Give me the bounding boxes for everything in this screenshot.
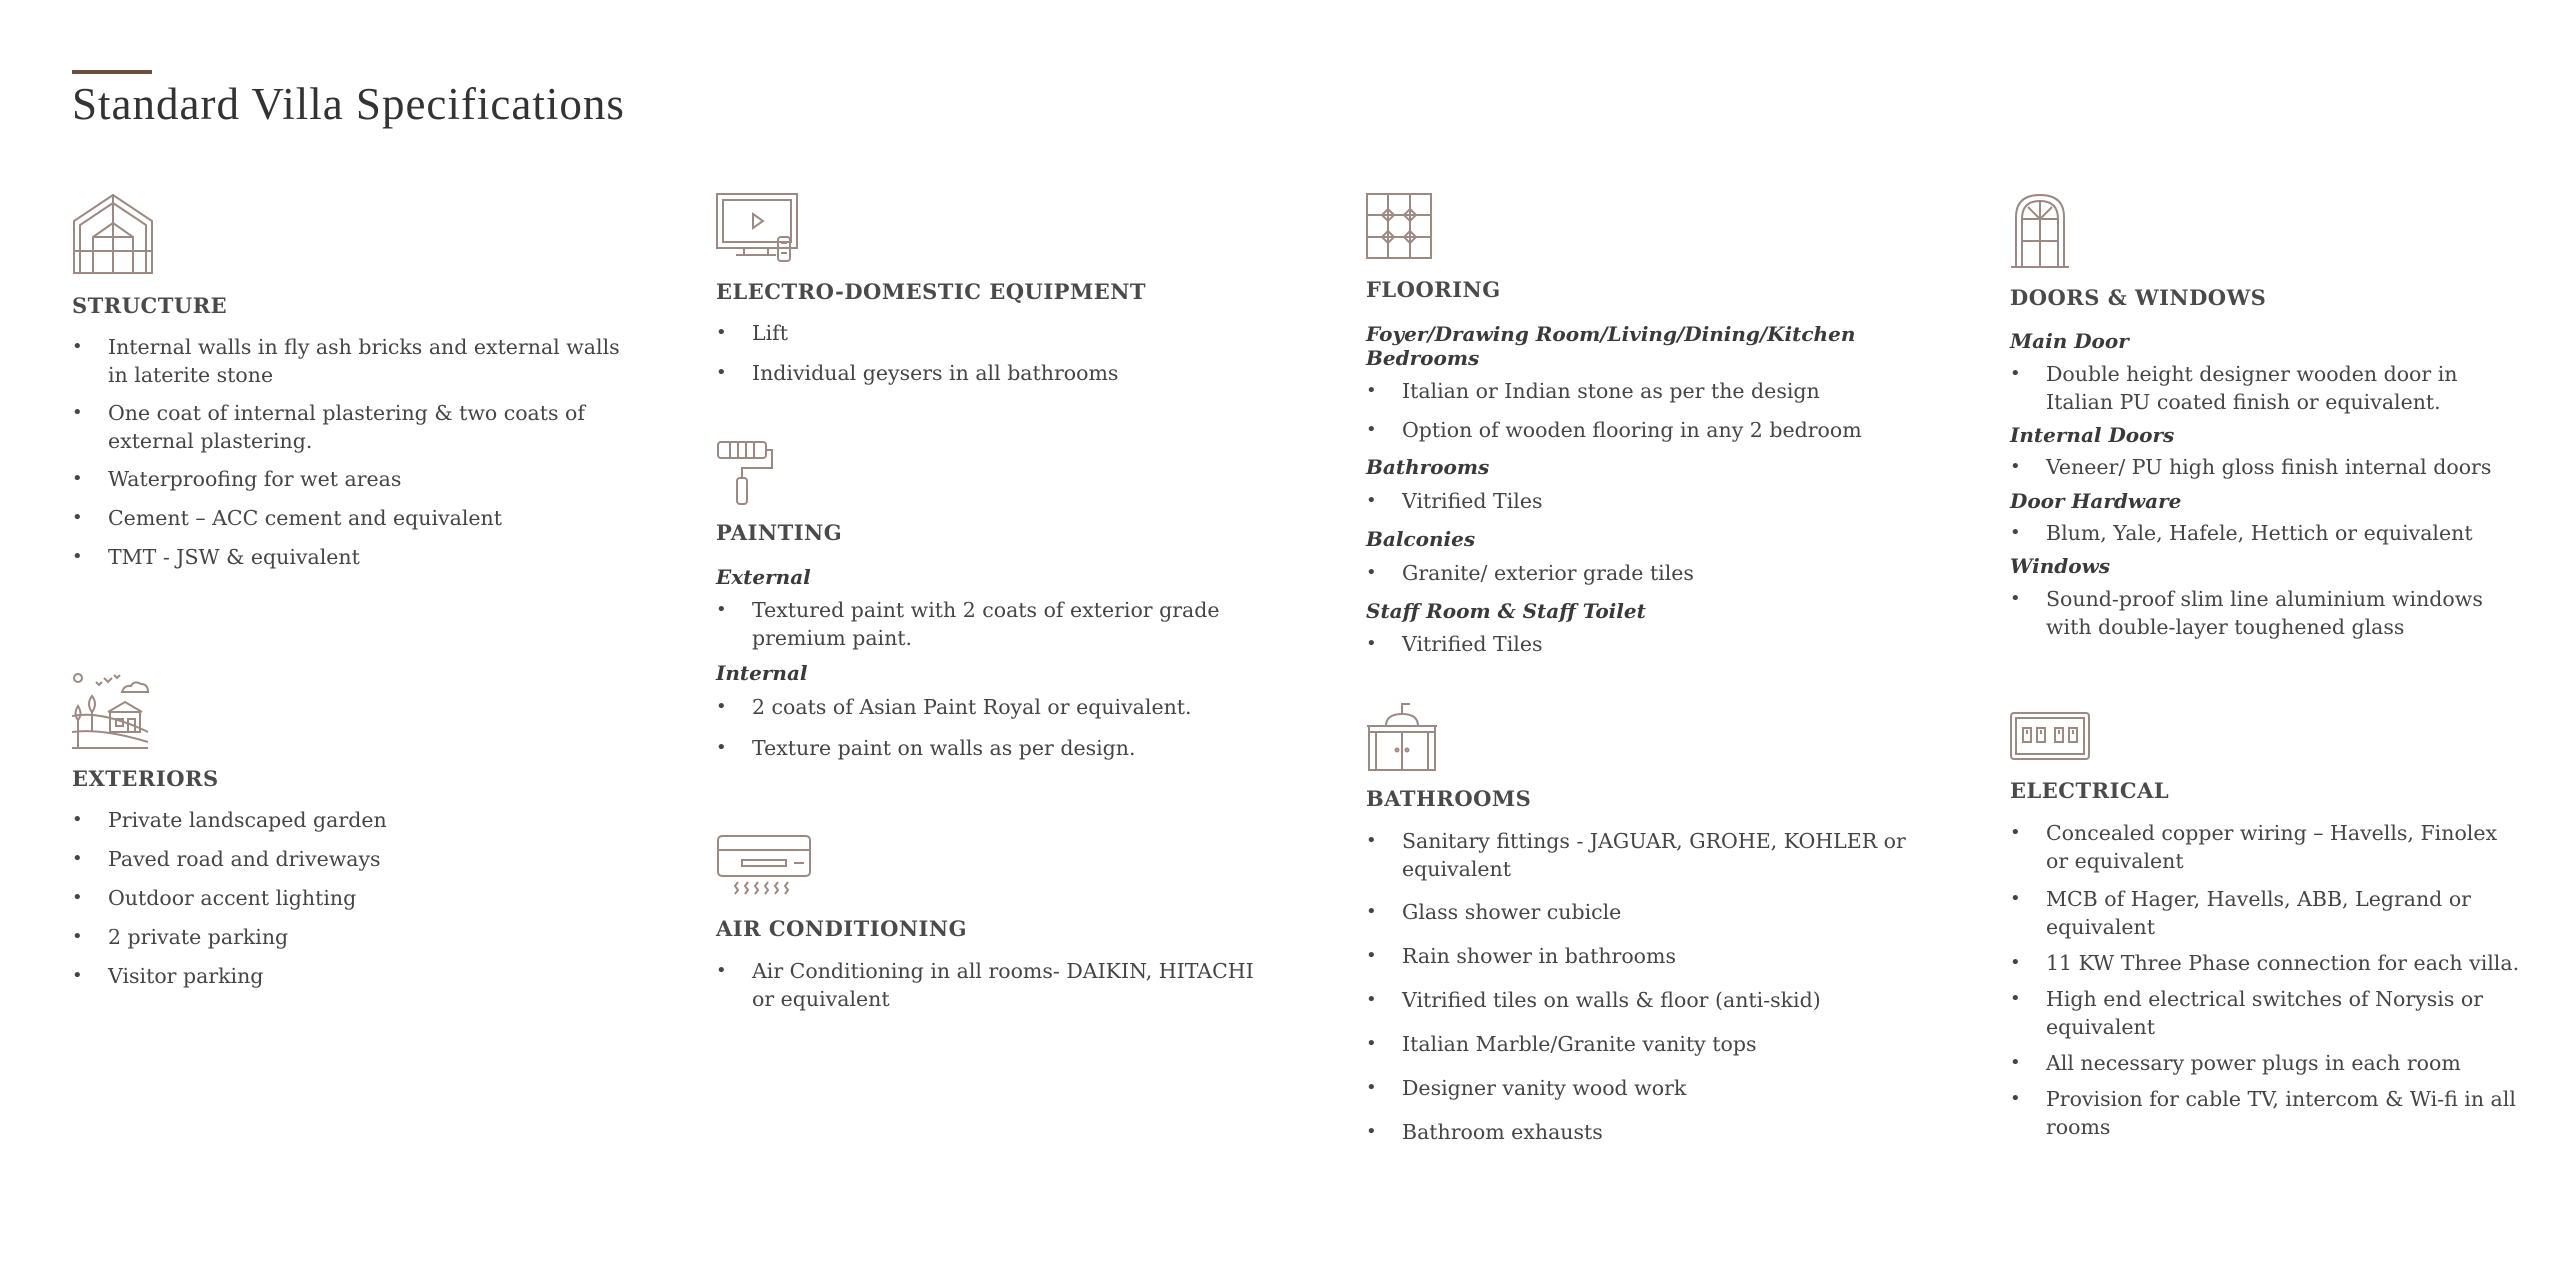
- flooring-foyer-label: Foyer/Drawing Room/Living/Dining/Kitchen Bedrooms: [1366, 322, 1856, 370]
- list-item: • Double height designer wooden door in Italian PU coated finish or equivalent.: [2010, 360, 2520, 416]
- list-item: • Sound-proof slim line aluminium windows with double-layer toughened glass: [2010, 585, 2520, 641]
- doors-title: DOORS & WINDOWS: [2010, 285, 2267, 310]
- floor-tile-icon: [1366, 193, 1926, 259]
- list-item: • Vitrified Tiles: [1366, 630, 1926, 658]
- structure-section: [72, 193, 632, 571]
- list-item: • MCB of Hager, Havells, ABB, Legrand or equivalent: [2010, 885, 2520, 941]
- flooring-foyer-list: [1366, 377, 1926, 444]
- list-item: • Rain shower in bathrooms: [1366, 942, 1926, 970]
- house-frame-icon: [72, 193, 632, 275]
- electrical-list: [2010, 819, 2520, 1141]
- structure-title: STRUCTURE: [72, 293, 228, 318]
- list-item: • Veneer/ PU high gloss finish internal doors: [2010, 453, 2520, 481]
- electro-list: [716, 319, 1276, 387]
- landscape-icon: [72, 672, 632, 750]
- flooring-section: [1366, 193, 1926, 658]
- list-item: • Vitrified tiles on walls & floor (anti-skid): [1366, 986, 1926, 1014]
- structure-list: [72, 333, 632, 571]
- painting-internal-list: [716, 693, 1276, 762]
- title-accent-bar: [72, 70, 152, 74]
- flooring-bathrooms-list: [1366, 487, 1926, 515]
- list-item: • 2 coats of Asian Paint Royal or equivalent.: [716, 693, 1276, 721]
- list-item: • Bathroom exhausts: [1366, 1118, 1926, 1146]
- switchboard-icon: [2010, 712, 2520, 762]
- air-list: [716, 957, 1276, 1013]
- list-item: • Italian or Indian stone as per the design: [1366, 377, 1926, 405]
- list-item: • Waterproofing for wet areas: [72, 465, 632, 493]
- doors-windows-label: Windows: [2010, 554, 2111, 578]
- list-item: • Private landscaped garden: [72, 806, 632, 834]
- list-item: • Individual geysers in all bathrooms: [716, 359, 1276, 387]
- electrical-section: [2010, 712, 2520, 1141]
- vanity-sink-icon: [1366, 698, 1926, 772]
- list-item: • High end electrical switches of Norysis or equivalent: [2010, 985, 2520, 1041]
- flooring-title: FLOORING: [1366, 277, 1501, 302]
- list-item: • Texture paint on walls as per design.: [716, 734, 1276, 762]
- list-item: • Cement – ACC cement and equivalent: [72, 504, 632, 532]
- bathrooms-list: [1366, 827, 1926, 1146]
- painting-title: PAINTING: [716, 520, 843, 545]
- exteriors-title: EXTERIORS: [72, 766, 219, 791]
- flooring-staff-label: Staff Room & Staff Toilet: [1366, 599, 1646, 623]
- flooring-staff-list: [1366, 630, 1926, 658]
- painting-external-list: [716, 596, 1276, 652]
- list-item: • One coat of internal plastering & two coats of external plastering.: [72, 399, 632, 455]
- bathrooms-section: [1366, 698, 1926, 1146]
- list-item: • Textured paint with 2 coats of exterior grade premium paint.: [716, 596, 1276, 652]
- doors-windows-list: [2010, 585, 2520, 641]
- air-title: AIR CONDITIONING: [716, 916, 968, 941]
- bathrooms-title: BATHROOMS: [1366, 786, 1532, 811]
- list-item: • Blum, Yale, Hafele, Hettich or equivalent: [2010, 519, 2520, 547]
- list-item: • Paved road and driveways: [72, 845, 632, 873]
- doors-main-list: [2010, 360, 2520, 416]
- painting-external-label: External: [716, 565, 811, 589]
- list-item: • 2 private parking: [72, 923, 632, 951]
- painting-section: [716, 440, 1276, 762]
- list-item: • Italian Marble/Granite vanity tops: [1366, 1030, 1926, 1058]
- page-title: Standard Villa Specifications: [72, 79, 625, 129]
- list-item: • Glass shower cubicle: [1366, 898, 1926, 926]
- list-item: • Air Conditioning in all rooms- DAIKIN, HITACHI or equivalent: [716, 957, 1276, 1013]
- list-item: • Concealed copper wiring – Havells, Finolex or equivalent: [2010, 819, 2520, 875]
- exteriors-section: [72, 672, 632, 990]
- list-item: • Lift: [716, 319, 1276, 347]
- list-item: • TMT - JSW & equivalent: [72, 543, 632, 571]
- air-section: [716, 834, 1276, 1013]
- flooring-balconies-label: Balconies: [1366, 527, 1476, 551]
- list-item: • Sanitary fittings - JAGUAR, GROHE, KOHLER or equivalent: [1366, 827, 1926, 883]
- list-item: • Designer vanity wood work: [1366, 1074, 1926, 1102]
- doors-internal-list: [2010, 453, 2520, 481]
- list-item: • Provision for cable TV, intercom & Wi-fi in all rooms: [2010, 1085, 2520, 1141]
- electro-section: [716, 193, 1276, 387]
- air-conditioner-icon: [716, 834, 1276, 900]
- list-item: • Visitor parking: [72, 962, 632, 990]
- doors-internal-label: Internal Doors: [2010, 423, 2175, 447]
- paint-roller-icon: [716, 440, 1276, 506]
- list-item: • Outdoor accent lighting: [72, 884, 632, 912]
- list-item: • All necessary power plugs in each room: [2010, 1049, 2520, 1077]
- electrical-title: ELECTRICAL: [2010, 778, 2170, 803]
- painting-internal-label: Internal: [716, 661, 808, 685]
- doors-main-label: Main Door: [2010, 329, 2129, 353]
- flooring-balconies-list: [1366, 559, 1926, 587]
- doors-hardware-label: Door Hardware: [2010, 489, 2182, 513]
- electro-title: ELECTRO-DOMESTIC EQUIPMENT: [716, 279, 1147, 304]
- list-item: • Internal walls in fly ash bricks and external walls in laterite stone: [72, 333, 632, 389]
- list-item: • Vitrified Tiles: [1366, 487, 1926, 515]
- doors-section: [2010, 193, 2520, 641]
- flooring-bathrooms-label: Bathrooms: [1366, 455, 1490, 479]
- tv-monitor-icon: [716, 193, 1276, 263]
- doors-hardware-list: [2010, 519, 2520, 547]
- list-item: • Option of wooden flooring in any 2 bedroom: [1366, 416, 1926, 444]
- door-icon: [2010, 193, 2520, 269]
- list-item: • Granite/ exterior grade tiles: [1366, 559, 1926, 587]
- exteriors-list: [72, 806, 632, 990]
- list-item: • 11 KW Three Phase connection for each villa.: [2010, 949, 2520, 977]
